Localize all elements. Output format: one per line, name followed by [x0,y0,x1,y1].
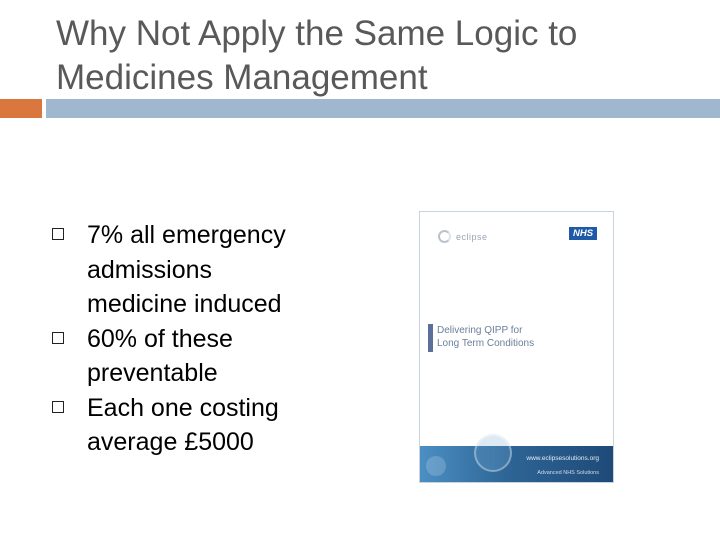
bullet-text-line: 60% of these [87,324,233,353]
bullet-text-line: admissions [87,255,213,284]
cover-deco-circle-small [426,456,446,476]
bullet-text-line: preventable [87,359,218,387]
bullet-item-3 [52,391,352,460]
bullet-text-line: Each one costing [87,393,279,422]
cover-title-line: Delivering QIPP for [437,325,523,336]
square-bullet-icon [52,332,64,344]
title-line-1: Why Not Apply the Same Logic to [56,14,578,53]
eclipse-logo [438,230,488,243]
cover-tagline: Advanced NHS Solutions [537,470,599,476]
cover-deco-circle [474,434,512,472]
eclipse-icon [438,230,451,243]
accent-bar-orange [0,99,42,118]
accent-bar-blue [46,99,720,118]
bullet-text-line: average £5000 [87,428,254,456]
square-bullet-icon [52,228,64,240]
bullet-item-2 [52,322,352,391]
nhs-logo: NHS [569,227,597,240]
bullet-item-1 [52,218,352,322]
bullet-text-line: 7% all emergency [87,221,286,249]
slide-title [56,12,696,100]
bullet-text-line: medicine induced [87,290,282,318]
title-line-2: Medicines Management [56,58,428,97]
cover-footer-band [420,446,613,483]
report-cover-image [419,211,614,483]
cover-title [437,324,607,350]
bullet-list [52,218,352,460]
cover-title-line: Long Term Conditions [437,338,535,349]
cover-brand: eclipse [456,231,488,242]
cover-accent-bar [428,324,433,352]
cover-url: www.eclipsesolutions.org [526,455,599,462]
square-bullet-icon [52,401,64,413]
